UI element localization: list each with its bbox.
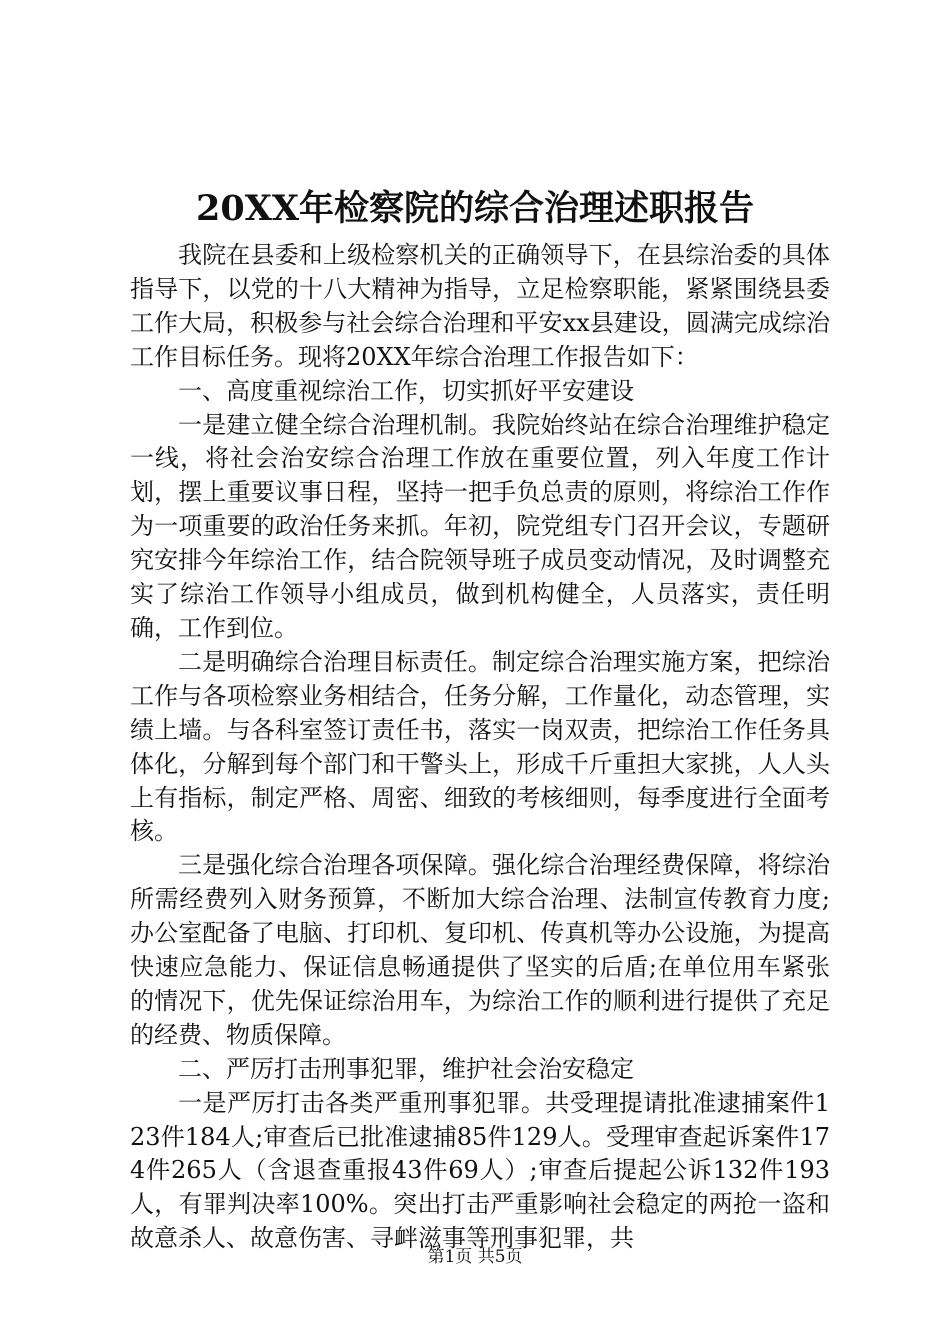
document-title: 20XX年检察院的综合治理述职报告 [195,188,755,229]
paragraph-mechanism: 一是建立健全综合治理机制。我院始终站在综合治理维护稳定一线，将社会治安综合治理工作放在重要位置，列入年度工作计划，摆上重要议事日程，坚持一把手负总责的原则，将综治工作作为一项重要的政治任务来抓。年初，院党组专门召开会议，专题研究安排今年综治工作，结合院领导班子成员变动情况，及时调整充实了综治工作领导小组成员，做到机构健全，人员落实，责任明确，工作到位。 [130,410,830,642]
paragraph-crime-crackdown: 一是严厉打击各类严重刑事犯罪。共受理提请批准逮捕案件123件184人;审查后已批准逮捕85件129人。受理审查起诉案件174件265人（含退查重报43件69人）;审查后提起公诉132件193人，有罪判决率100%。突出打击严重影响社会稳定的两抢一盗和故意杀人、故意伤害、寻衅滋事等刑事犯罪，共 [130,1088,830,1253]
paragraph-intro: 我院在县委和上级检察机关的正确领导下，在县综治委的具体指导下，以党的十八大精神为指导，立足检察职能，紧紧围绕县委工作大局，积极参与社会综合治理和平安xx县建设，圆满完成综治工作目标任务。现将20XX年综合治理工作报告如下： [130,241,830,371]
paragraph-guarantee: 三是强化综合治理各项保障。强化综合治理经费保障，将综治所需经费列入财务预算，不断加大综合治理、法制宣传教育力度;办公室配备了电脑、打印机、复印机、传真机等办公设施，为提高快速应急能力、保证信息畅通提供了坚实的后盾;在单位用车紧张的情况下，优先保证综治用车，为综治工作的顺利进行提供了充足的经费、物质保障。 [130,851,830,1049]
document-body [130,239,830,1256]
page-footer: 第1页 共5页 [427,1247,523,1267]
section-heading-1: 一、高度重视综治工作，切实抓好平安建设 [178,376,634,405]
section-heading-2: 二、严厉打击刑事犯罪，维护社会治安稳定 [178,1054,634,1083]
paragraph-responsibility: 二是明确综合治理目标责任。制定综合治理实施方案，把综治工作与各项检察业务相结合，任务分解，工作量化，动态管理，实绩上墙。与各科室签订责任书，落实一岗双责，把综治工作任务具体化，分解到每个部门和干警头上，形成千斤重担大家挑，人人头上有指标，制定严格、周密、细致的考核细则，每季度进行全面考核。 [130,647,830,846]
